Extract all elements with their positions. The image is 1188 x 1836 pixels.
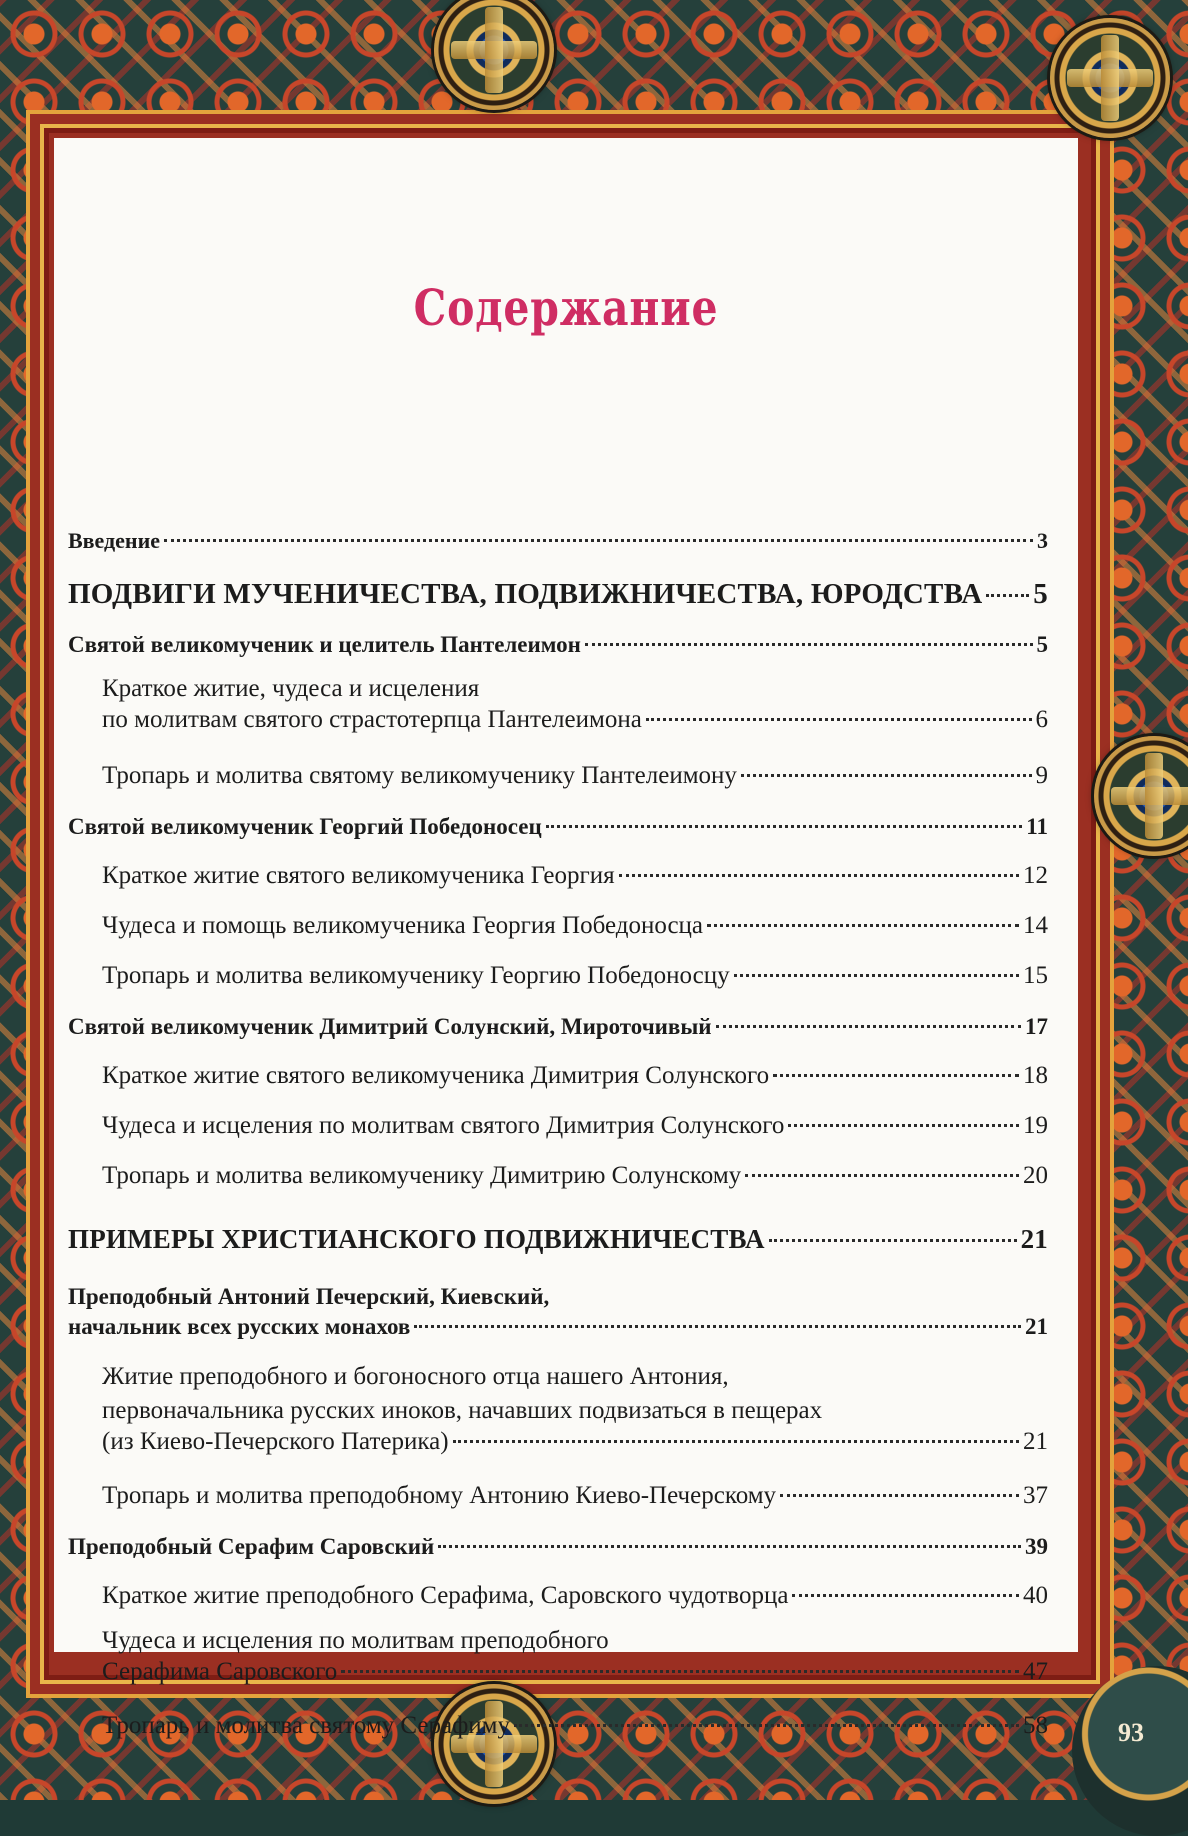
toc-sub-entry[interactable]: Чудеса и исцеления по молитвам преподобного Серафима Саровского 47 [102, 1627, 1048, 1685]
toc-sub-entry[interactable]: Краткое житие преподобного Серафима, Саровского чудотворца 40 [102, 1582, 1048, 1609]
toc-sub-entry[interactable]: Тропарь и молитва преподобному Антонию Киево-Печерскому 37 [102, 1482, 1048, 1509]
page-title: Содержание [413, 278, 719, 337]
toc-chapter[interactable]: Преподобный Антоний Печерский, Киевский, начальник всех русских монахов 21 [68, 1284, 1048, 1339]
toc-sub-entry[interactable]: Тропарь и молитва святому Серафиму 58 [102, 1712, 1048, 1739]
toc-chapter[interactable]: Святой великомученик и целитель Пантелеимон 5 [68, 632, 1048, 657]
toc-entry-introduction[interactable]: Введение 3 [68, 528, 1048, 553]
page-number: 93 [1118, 1718, 1144, 1747]
toc-sub-entry[interactable]: Тропарь и молитва великомученику Димитрию Солунскому 20 [102, 1162, 1048, 1189]
cross-medallion-icon [1050, 18, 1170, 138]
toc-sub-entry[interactable]: Краткое житие, чудеса и исцеления по молитвам святого страстотерпца Пантелеимона 6 [102, 675, 1048, 733]
toc-sub-entry[interactable]: Житие преподобного и богоносного отца нашего Антония, первоначальника русских иноков, начавших подвизаться в пещерах (из Киево-Печерского Патерика) 21 [102, 1363, 1048, 1455]
toc-section[interactable]: ПРИМЕРЫ ХРИСТИАНСКОГО ПОДВИЖНИЧЕСТВА 21 [68, 1224, 1048, 1254]
toc-chapter[interactable]: Святой великомученик Георгий Победоносец 11 [68, 814, 1048, 839]
toc-chapter[interactable]: Преподобный Серафим Саровский 39 [68, 1534, 1048, 1559]
toc-sub-entry[interactable]: Тропарь и молитва святому великомученику Пантелеимону 9 [102, 762, 1048, 789]
toc-section[interactable]: ПОДВИГИ МУЧЕНИЧЕСТВА, ПОДВИЖНИЧЕСТВА, ЮРОДСТВА 5 [68, 578, 1048, 610]
toc-sub-entry[interactable]: Краткое житие святого великомученика Георгия 12 [102, 862, 1048, 889]
toc-chapter[interactable]: Святой великомученик Димитрий Солунский, Мироточивый 17 [68, 1014, 1048, 1039]
contents-page [54, 138, 1078, 1739]
cross-medallion-icon [434, 1684, 554, 1804]
toc-sub-entry[interactable]: Краткое житие святого великомученика Димитрия Солунского 18 [102, 1062, 1048, 1089]
toc-sub-entry[interactable]: Тропарь и молитва великомученику Георгию Победоносцу 15 [102, 962, 1048, 989]
toc-sub-entry[interactable]: Чудеса и исцеления по молитвам святого Димитрия Солунского 19 [102, 1112, 1048, 1139]
toc-sub-entry[interactable]: Чудеса и помощь великомученика Георгия Победоносца 14 [102, 912, 1048, 939]
